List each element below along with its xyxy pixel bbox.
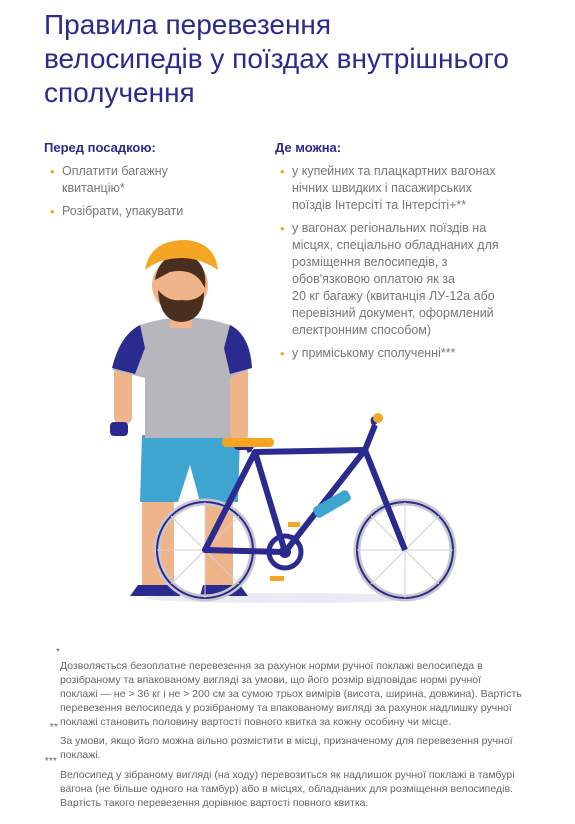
list-item: • Розібрати, упакувати [50,204,184,219]
bullet-icon: • [280,346,285,361]
bullet-icon: • [280,221,285,236]
bullet-icon: • [50,204,55,219]
list-item: • у приміському сполученні*** [280,346,456,361]
bullet-icon: • [280,164,285,179]
man-figure [110,240,254,596]
list-item: • у вагонах регіональних поїздів на місцях, спеціально обладнаних для розміщення велосипедів, з обов'язковою оплатою як за 20 кг багажу (квитанція ЛУ-12а або перевізний документ, оформлений електронним способом) [280,221,499,337]
footnote-2: ** За умови, якщо його можна вільно розмістити в місці, призначеному для перевезення ручної поклажі. [49,721,513,761]
footnote-1: * Дозволяється безоплатне перевезення за рахунок норми ручної поклажі велосипеда в розібраному та впакованому вигляді за умови, що його розмір відповідає нормі ручної поклажі — не > 36 кг і не > 200 см за сумою трьох вимірів (висота, ширина, довжина). Вартість перевезення велосипеда у розібраному та впакованому вигляді за рахунок надлишку ручної поклажі становить половину вартості повного квитка за кожну особину чи місце. [55,646,522,728]
list-item: • Оплатити багажну квитанцію* [50,164,168,195]
where-allowed-heading: Де можна: [275,140,342,155]
bullet-icon: • [50,164,55,179]
before-boarding-heading: Перед посадкою: [44,140,156,155]
before-boarding-list [50,163,220,226]
cyclist-illustration [100,240,470,620]
list-item: • у купейних та плацкартних вагонах нічних швидких і пасажирських поїздів Інтерсіті та Інтерсіті+** [280,164,496,212]
page-title: Правила перевезення велосипедів у поїздах внутрішнього сполучення [44,9,509,108]
footnote-3: *** Велосипед у зібраному вигляді (на ходу) перевозиться як надлишок ручної поклажі в тамбурі вагона (не більше одного на тамбур) або в місцях, обладнаних для розміщення велосипедів. Вартість такого перевезення дорівнює вартості повного квитка. [44,755,515,809]
